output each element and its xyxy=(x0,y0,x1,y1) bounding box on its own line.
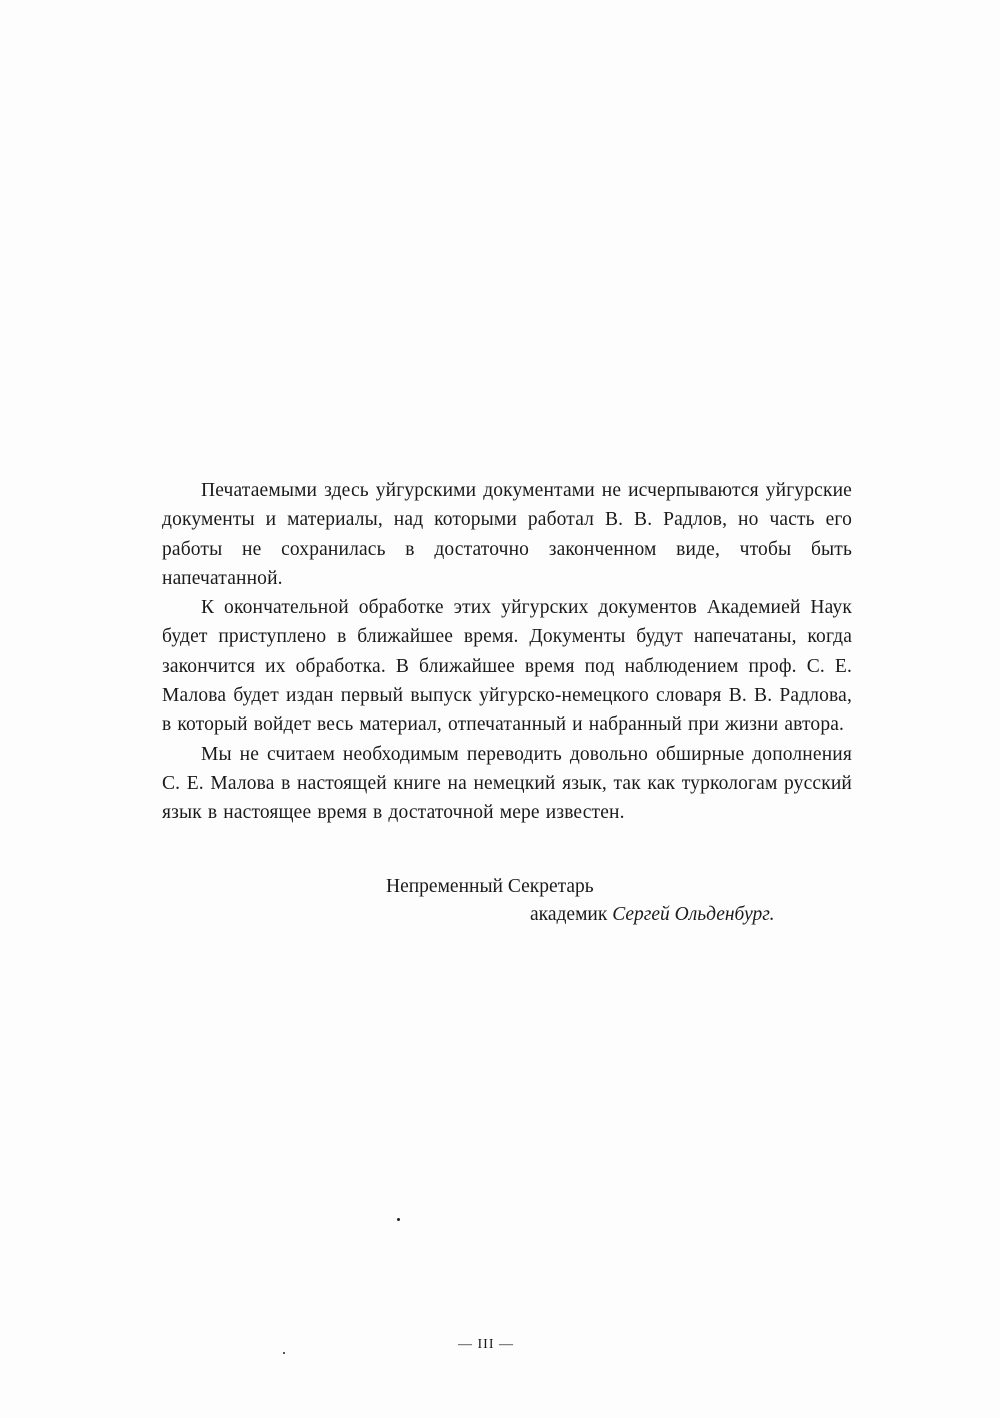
paragraph-3: Мы не считаем необходимым переводить довольно обширные дополнения С. Е. Малова в настоящей книге на немецкий язык, так как туркологам русский язык в настоящее время в достаточной мере известен. xyxy=(162,743,852,824)
print-speck xyxy=(397,1218,400,1221)
body-text xyxy=(162,476,852,828)
page-number: — III — xyxy=(458,1337,514,1352)
paragraph-1: Печатаемыми здесь уйгурскими документами не исчерпываются уйгурские документы и материалы, над которыми работал В. В. Радлов, но часть его работы не сохранилась в достаточно законченном виде, чтобы быть напечатанной. xyxy=(162,480,852,589)
signature-name: Сергей Ольденбург. xyxy=(612,904,775,925)
signature-rank: академик xyxy=(530,904,608,925)
print-speck xyxy=(283,1352,285,1354)
signature-line xyxy=(530,900,774,929)
paragraph-2: К окончательной обработке этих уйгурских документов Академией Наук будет приступлено в ближайшее время. Документы будут напечатаны, когда закончится их обработка. В ближайшее время под наблюдением проф. С. Е. Малова будет издан первый выпуск уйгурско-немецкого словаря В. В. Радлова, в который войдет весь материал, отпечатанный и набранный при жизни автора. xyxy=(162,597,852,736)
signature-title: Непременный Секретарь xyxy=(386,876,594,897)
